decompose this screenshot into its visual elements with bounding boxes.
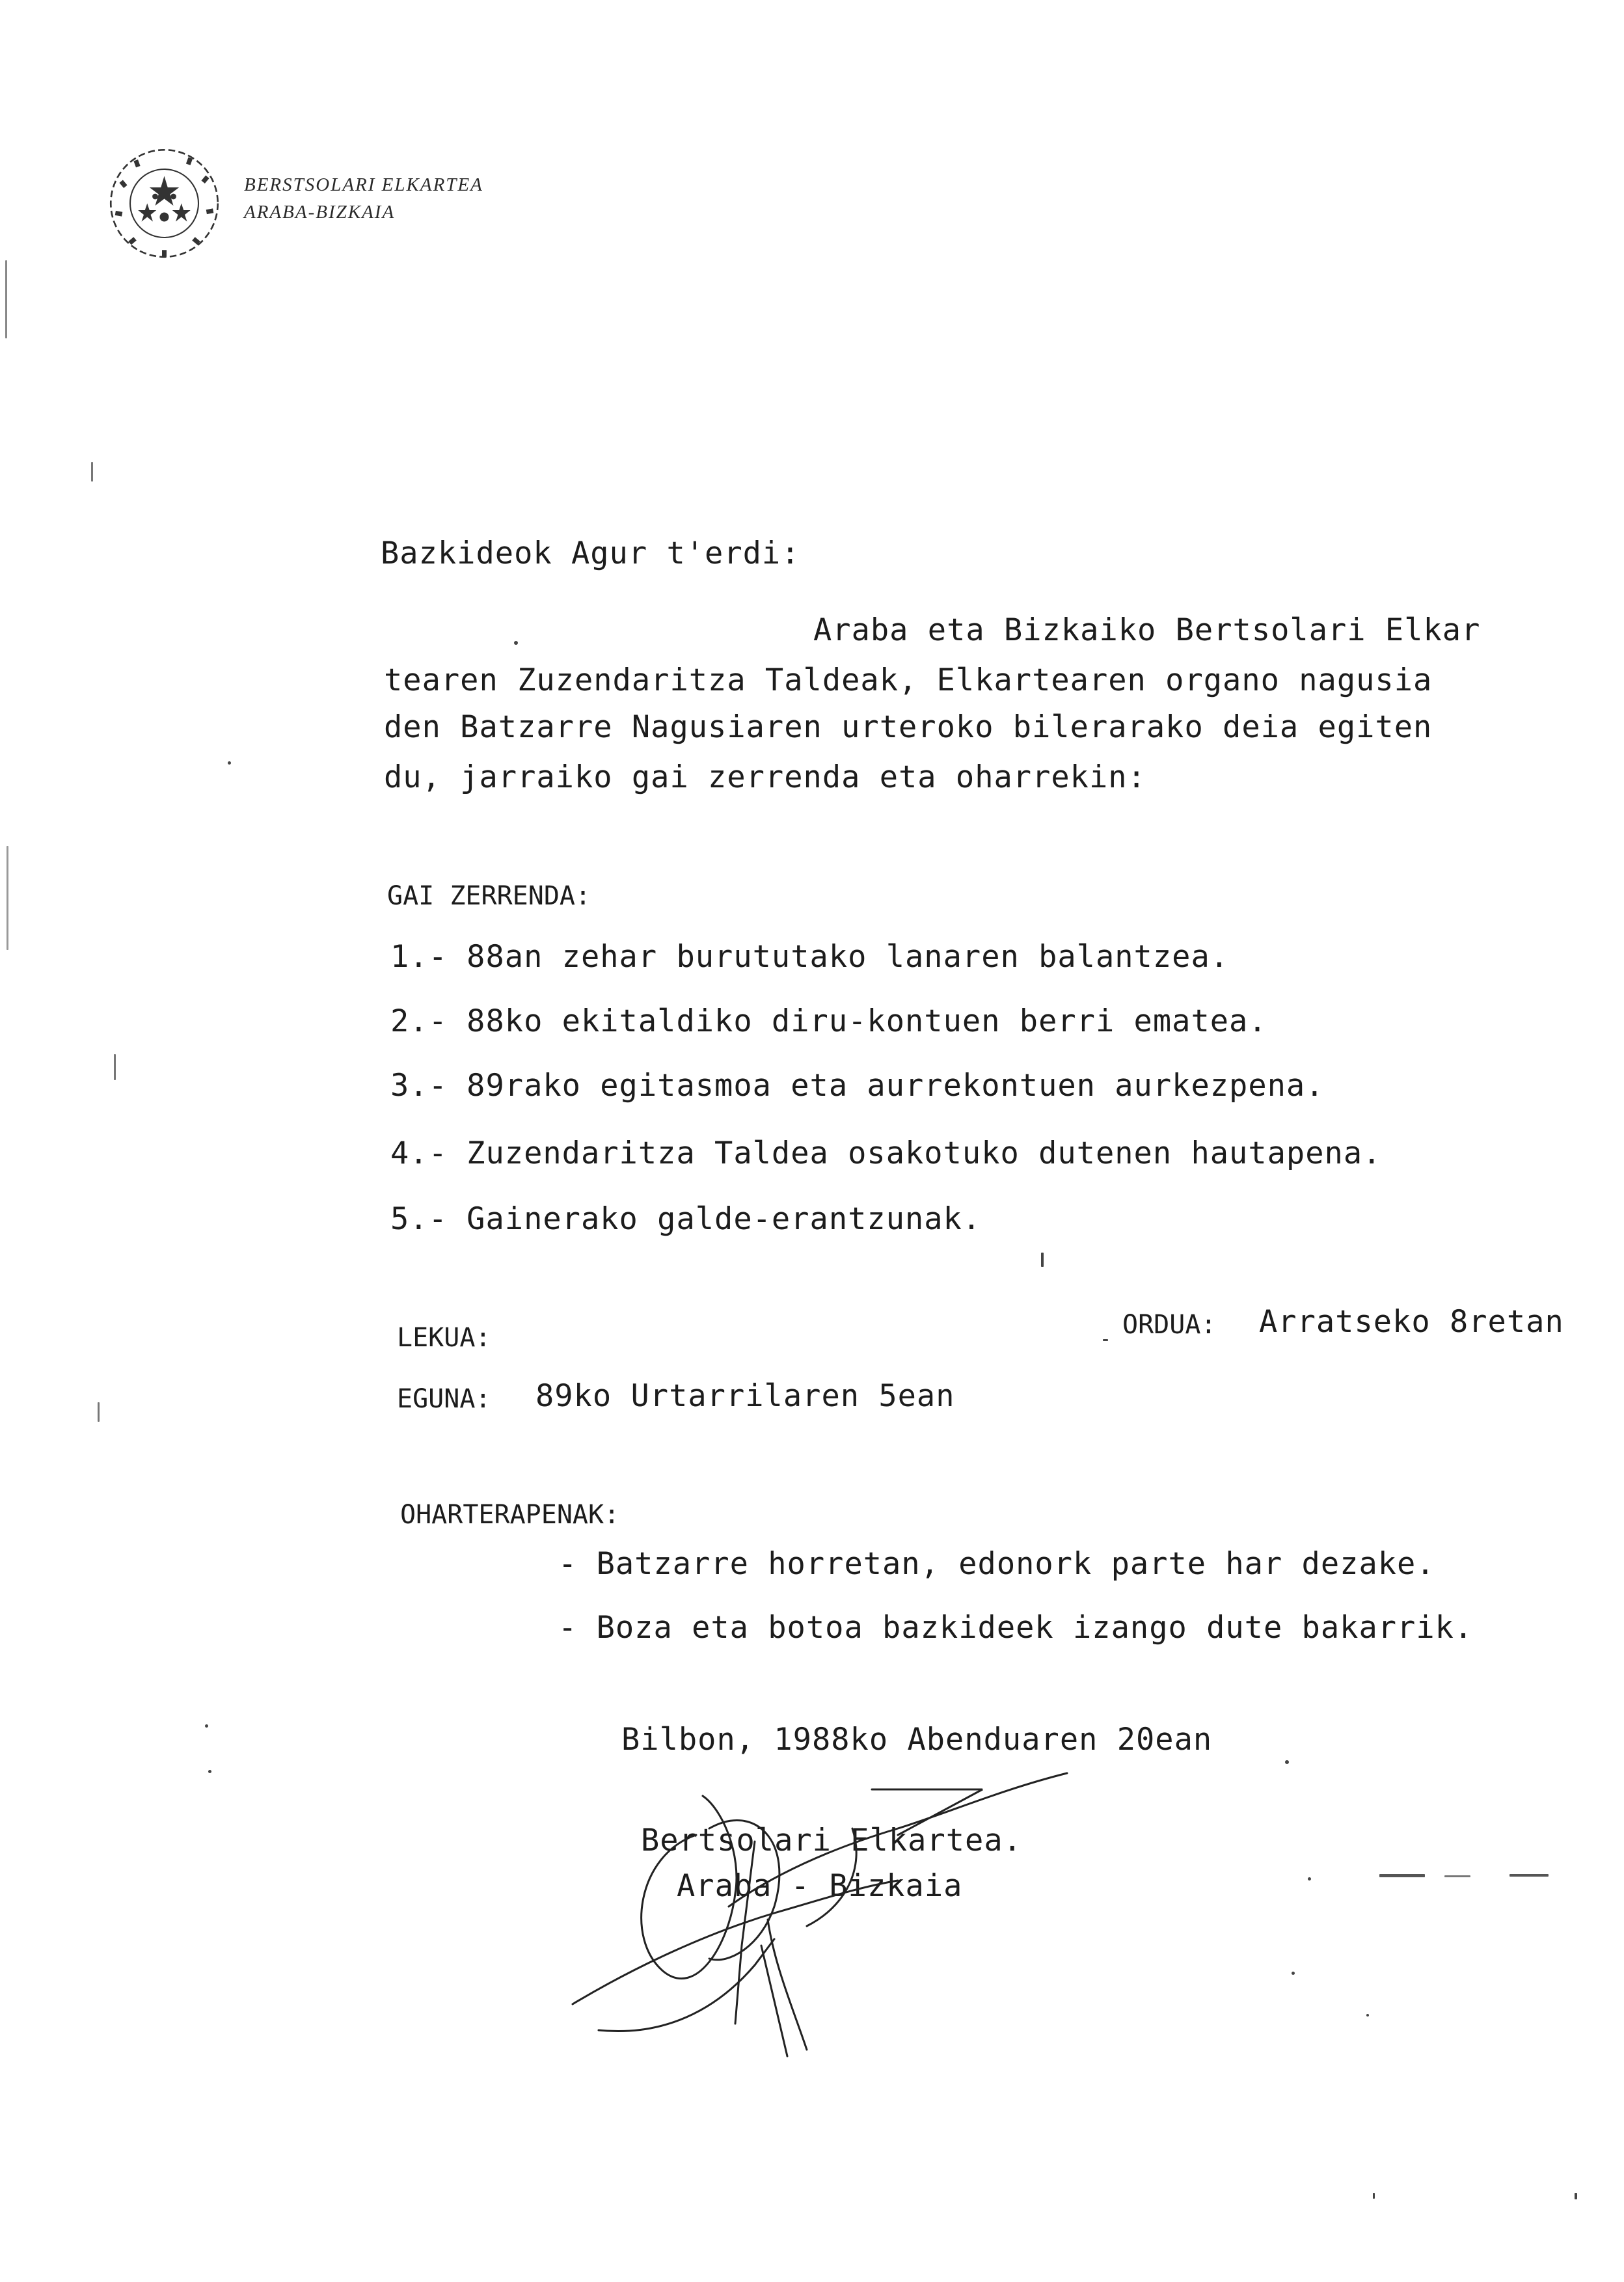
note-item-1: - Batzarre horretan, edonork parte har dezake. (558, 1546, 1435, 1582)
agenda-item-5: 5.- Gainerako galde-erantzunak. (390, 1201, 982, 1237)
handwritten-signature (560, 1750, 1080, 2063)
intro-line-2: tearen Zuzendaritza Taldeak, Elkartearen organo nagusia (384, 662, 1433, 698)
agenda-item-1: 1.- 88an zehar burututako lanaren balantzea. (390, 939, 1230, 975)
agenda-item-2: 2.- 88ko ekitaldiko diru-kontuen berri ematea. (390, 1003, 1267, 1039)
place-label: LEKUA: (397, 1323, 491, 1353)
note-item-2: - Boza eta botoa bazkideek izango dute bakarrik. (558, 1610, 1474, 1646)
time-label: ORDUA: (1122, 1310, 1217, 1340)
date-label: EGUNA: (397, 1384, 491, 1414)
intro-line-4: du, jarraiko gai zerrenda eta oharrekin: (384, 759, 1146, 795)
place-date: Bilbon, 1988ko Abenduaren 20ean (621, 1722, 1213, 1758)
agenda-item-4: 4.- Zuzendaritza Taldea osakotuko dutenen hautapena. (390, 1135, 1382, 1171)
agenda-heading: GAI ZERRENDA: (387, 881, 591, 911)
intro-line-1: Araba eta Bizkaiko Bertsolari Elkar (813, 612, 1481, 648)
notes-heading: OHARTERAPENAK: (400, 1500, 620, 1530)
intro-line-3: den Batzarre Nagusiaren urteroko bilerarako deia egiten (384, 709, 1433, 745)
letterhead-line1: BERSTSOLARI ELKARTEA (244, 174, 483, 195)
agenda-item-3: 3.- 89rako egitasmoa eta aurrekontuen aurkezpena. (390, 1068, 1325, 1104)
letterhead-line2: ARABA-BIZKAIA (244, 202, 396, 223)
greeting: Bazkideok Agur t'erdi: (381, 536, 800, 571)
closing-org-line1: Bertsolari Elkartea. (641, 1823, 1022, 1858)
time-value: Arratseko 8retan (1259, 1304, 1564, 1340)
association-seal-icon (107, 146, 221, 260)
date-value: 89ko Urtarrilaren 5ean (535, 1378, 955, 1414)
closing-org-line2: Araba - Bizkaia (677, 1868, 963, 1904)
